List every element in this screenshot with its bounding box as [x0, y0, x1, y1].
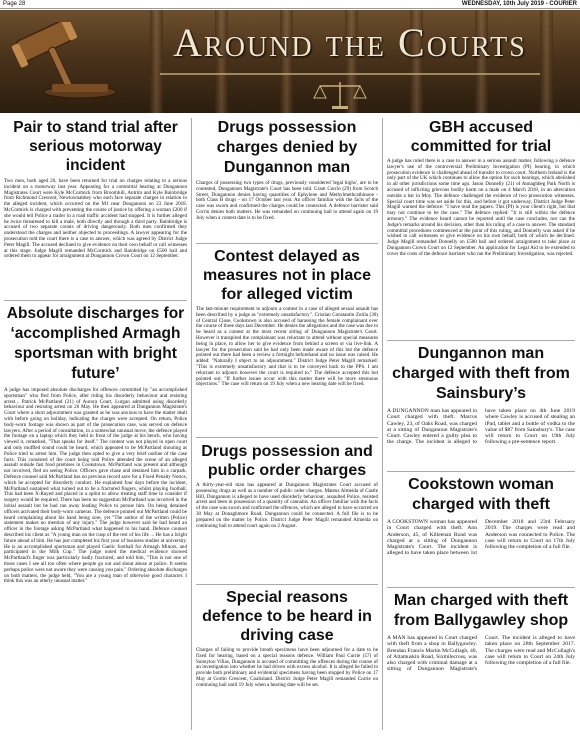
page-header: [0, 0, 580, 9]
article-divider: [196, 584, 378, 585]
article-special-reasons: [196, 588, 378, 733]
article-cookstown-woman: [387, 475, 575, 585]
article-drugs-denied: [196, 118, 378, 240]
banner-title: Around the Courts: [173, 20, 527, 65]
article-body: A COOKSTOWN woman has appeared in Court charged with theft. Ann Anderson, 45, of Killeenan Road was charged at a sitting of Dungannon Magistrate's Court. The incident is alleged to have taken place between 1st December 2018 and 23rd February 2019. The charges were read and Anderson was connected to Police. The case will return to Court on 17th July following the completion of a full file.: [387, 519, 575, 557]
headline: Pair to stand trial after serious motorway incident: [13, 119, 178, 174]
article-divider: [4, 300, 187, 301]
banner-rule: [160, 73, 540, 75]
article-divider: [196, 243, 378, 244]
article-motorway: [4, 118, 187, 298]
column-divider: [191, 118, 192, 730]
headline: GBH accused committed for trial: [410, 119, 552, 155]
article-divider: [387, 340, 575, 341]
article-body: Two men, both aged 20, have been returned for trial on charges relating to a serious incident on a motorway last year. Appearing for a committal hearing at Dungannon Magistrates Court were Kyle McCormick from Broomhill, Antrim and Kyle Bainbridge from Richmond Crescent, Newtownabbey who each face separate charges in relation to the alleged incident, which occurred on the M1 near Dungannon on 23 June 2018. McCormick is charged with preventing the course of justice by offering a woman £200 if she would tell Police a trailer in a road traffic accident had stopped. It is further alleged he twice threatened to kill a male, both directly and through a third party. Bainbridge is accused of two separate counts of driving dangerously. Both men confirmed they understood the charges and neither objected to proceedings. A lawyer appearing for the prosecution told the court there is a case to answer, which was agreed by District Judge Peter Magill. The accused declined to give evidence on their own behalf or call witnesses at this stage. Judge Magill remanded McCormick and Bainbridge on £500 bail and ordered them to appear for arraignment at Dungannon Crown Court on 12 September.: [4, 178, 187, 260]
article-sainsburys: [387, 344, 575, 469]
article-body: Charges of possessing two types of drugs, previously considered 'legal highs', are to be contested, Dungannon Magistrate's Court has been told. Grant Corrin (29) from Scotch Street, Dungannon denies having quantities of Ephylone and Methylmethcathinone - both Class B drugs - on 17 October last year. An officer familiar with the facts of the case was sworn and confirmed the charges could be connected. A defence barrister said Corrin denies both matters. He was remanded on continuing bail to attend again on 19 July when a contest date is to be fixed.: [196, 180, 378, 221]
scales-icon: [310, 80, 370, 110]
article-body: Charges of failing to provide breath specimens have been adjourned for a date to be fixed for hearing, based on a special reasons defence. William Paul Currie (57) of Sunnyton Villas, Dungannon is accused of committing the offences during the course of an investigation into whether he had driven with excess alcohol. It is alleged he failed to provide both preliminary and evidential specimens having been stopped by Police on 17 May at Gortin Crescent, Coalisland. District Judge Peter Magill remanded Currie on continuing bail until 19 July when a hearing date will be set.: [196, 647, 378, 688]
article-body: A MAN has appeared in Court charged with theft from a shop in Ballygawley. Brendan Francis Martin McCullagh, 40, of Altamuskin Road, Sixmilecross, was also charged with criminal damage at a sitting of Dungannon Magistrate's Court. The incident is alleged to have taken place on 28th September 2017. The charges were read and McCullagh's case will return to Court on 24th July following the completion of a full file.: [387, 635, 575, 673]
article-body: A judge has ruled there is a case to answer in a serious assault matter, following a defence lawyer's use of the controversial Preliminary Investigation (PI) hearing, in which prosecution evidence is challenged ahead of transfer to crown court. Northern Ireland is the only part of the UK which continues to allow the option for such hearings, which abolished in all other jurisdictions some time ago. Jason Donnelly (21) of Annaghbeg Park North is accused of inflicting grievous bodily harm on a male on 4 March 2018, in an altercation outside a bar in Moy. The defence challenged the evidence of two prosecution witnesses. Special court time was set aside for this, and before it got underway, District Judge Peter Magill warned the defence: "I have read the papers. This (PI) is your client's right, but that may not continue to be the case." The defence replied: "It is still within the defence armoury." The evidence heard cannot be reported until the case concludes, nor can the Judge's remarks around his decision, other than his ruling of a case to answer. The standard committal procedures commenced at the point of this ruling, and Donnelly was asked if he wished to call witnesses or give evidence on his own behalf, both of which he declined. Judge Magill remanded Donnelly on £500 bail and ordered arraignment to take place at Dungannon Crown Court on 12 September. An application for Legal Aid to be extended to cover the costs of the defence barrister who ran the Preliminary Investigation, was rejected.: [387, 158, 575, 257]
section-banner: [0, 10, 580, 113]
headline: Dungannon man charged with theft from Sainsbury’s: [392, 345, 570, 402]
article-body: A DUNGANNON man has appeared in Court charged with theft. Marcus Cawley, 23, of Oaks Road, was charged at a sitting of Dungannon Magistrate's Court. Cawley entered a guilty plea to the charge. The incident is alleged to have taken place on 4th June 2019 where Cawley is accused of stealing an iPad, tablet and a bottle of vodka to the value of $87 from Sainsbury's. The case will return to Court on 19th July following a pre-sentence report.: [387, 408, 575, 446]
article-contest-delayed: [196, 247, 378, 435]
article-divider: [387, 471, 575, 472]
article-ballygawley: [387, 591, 575, 733]
headline: Special reasons defence to be heard in driving case: [202, 589, 372, 644]
article-divider: [387, 587, 575, 588]
article-sportsman: [4, 304, 187, 732]
article-body: The last-minute requirement to adjourn a contest in a case of alleged sexual assault has been described by a judge as "extremely unsatisfactory". Cristian Constantin Zotila (30) of Central Close, Cookstown is also accused of harassing the female complainant over the course of three days last December. He denies the allegations and the case was due to be heard as a contest at the most recent sitting of Dungannon Magistrate's Court. However it transpired the complainant was reluctant to attend without special measures being in place, to allow her to give evidence from behind a screen or via live-link. A lawyer for the prosecution said he had only been made aware of this but the defence pointed out there had been a review a fortnight beforehand and no issue was raised. He added: "Naturally I object to an adjournment." District Judge Peter Magill remarked: "This is extremely unsatisfactory and that is to be conveyed back to the PPS. I am reluctant to adjourn however the court is required to." The defence accepted this but pointed out: "If further issues occur with this matter there will be more strenuous objections." The case will return on 19 July when a new hearing date will be fixed.: [196, 306, 378, 388]
issue-date: WEDNESDAY, 10th July 2019 - COURIER: [461, 1, 577, 7]
article-body: A judge has imposed absolute discharges for offences committed by "an accomplished sportsman" who fled from Police, after riding his disorderly behaviour and resisting arrest... Patrick McPartland (21) of Aurora Court, Lurgan admitted using disorderly behaviour and resisting arrest on 26 May. He then appeared at Dungannon Magistrate's Court where a short adjournment was granted as he was anxious to have the matter dealt with before going on holiday, indicating the charges were accepted. On return, Police body-worn footage was shown as part of the prosecution case, was served on defence lawyers. After a period of consultation, in a somewhat unusual move, the defence played the footage on a laptop which they held in front of the judge at his bench, who having viewed it, remarked, "That speaks for itself." The content was not played in open court and only muffled sound could be heard, which appeared to be McPartland shouting as Police tried to arrest him. The judge then opted to give a very brief outline of the case facts. This consisted of the court being told Police attended the scene of an alleged assault outside fast food premises in Cookstown. McPartland was present and although not involved, fled on seeing Police. Officers gave chase and detained him in a carpark. Defence counsel said McPartland has no previous record save for a Fixed Penalty Notice, which he accepted for disorderly conduct. He explained four days before the incident, McPartland sustained what turned out to be a fractured fingers, whilst playing football. This had been X-Rayed and placed in a splint to allow treating staff time to consider if surgery would be required. There has been no suggestion McPartland was involved in the initial assault but he had run away leading Police to pursue him. On being detained officers activated their body-worn cameras. The defence pointed out McPartland could be heard complaining about his hand being sore, yet "The author of the written (Police) statement makes no mention of any injury." The judge however said he had heard an officer in the footage asking McPartland what happened to his hand. Defence counsel described his client as "A young man on the cusp of the rest of his life ... He has a bright future ahead of him. He has just completed his first year of business studies at university. He is an accomplished sportsman and played Gaelic football for Armagh Minors, and participated in the Milk Cup." The judge noted the medical evidence showed McPartland's finger was particularly badly fractured, and told him, "This is not one of those cases I see all too often where people go out and shout abuse at police. It seems perhaps police were not aware they were causing you pain." Ordering absolute discharges on both matters, the judge held, "You are a young man of otherwise good character. I think this was an utterly unusual matter.": [4, 387, 187, 585]
gavel-icon: [6, 22, 126, 100]
headline: Man charged with theft from Ballygawley shop: [393, 592, 569, 629]
article-divider: [196, 437, 378, 438]
headline: Contest delayed as measures not in place for alleged victim: [202, 248, 372, 303]
headline: Absolute discharges for ‘accomplished Armagh sportsman with bright future’: [6, 305, 185, 382]
headline: Drugs possession charges denied by Dungannon man: [216, 119, 358, 176]
page-number: Page 28: [3, 1, 26, 7]
headline: Cookstown woman charged with theft: [408, 476, 554, 513]
article-public-order: [196, 442, 378, 582]
article-body: A thirty-year-old man has appeared at Dungannon Magistrates Court accused of possessing drugs as well as a number of public order charges. Mateus Almeida of Castle Hill, Dungannon is alleged to have used disorderly behaviour, assaulted Police, resisted arrest and been in possession of a quantity of cannabis. An officer familiar with the facts of the case was sworn and confirmed the offences, which are alleged to have occurred on 30 May at Donaghmore Road, Dungannon could be connected. A full file is to be prepared on the matter by Police. District Judge Peter Magill remanded Almeida on continuing bail to attend court again on 2 August.: [196, 482, 378, 529]
article-gbh: [387, 118, 575, 338]
column-divider: [382, 118, 383, 730]
headline: Drugs possession and public order charges: [201, 443, 373, 479]
